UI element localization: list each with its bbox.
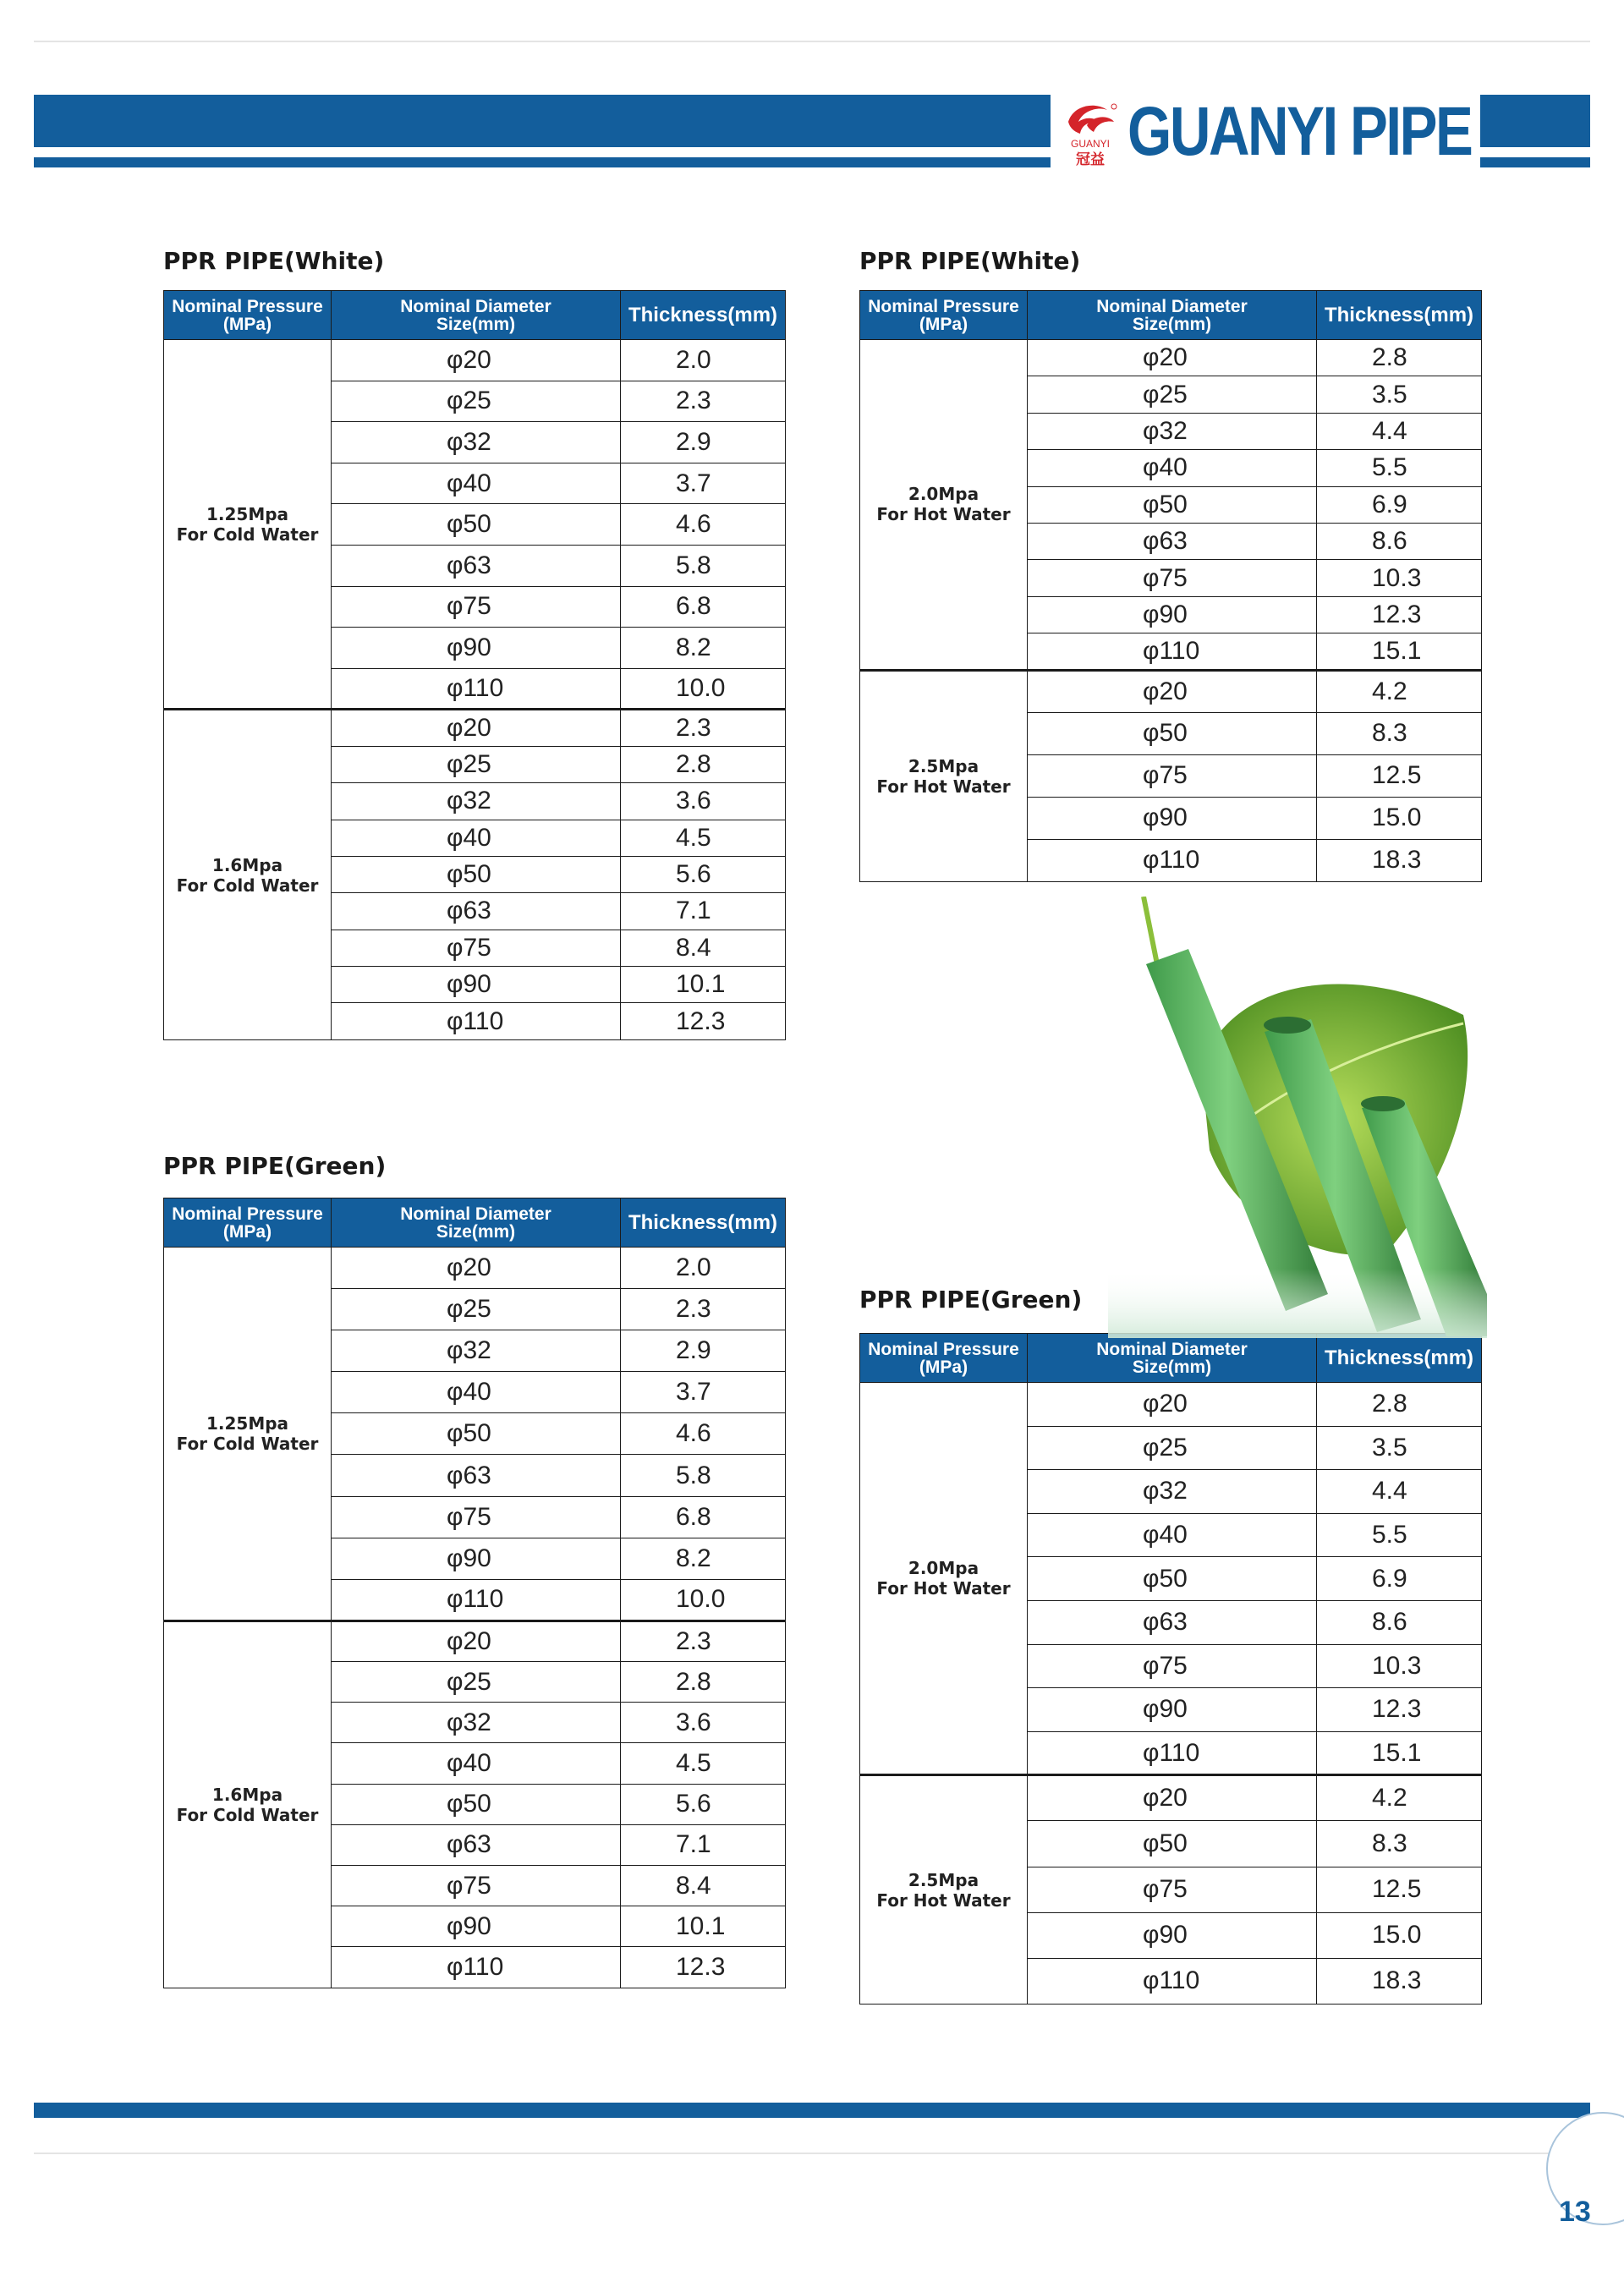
thickness-cell: 2.9 (621, 1330, 786, 1372)
thickness-cell: 15.0 (1317, 797, 1482, 839)
diameter-cell: φ50 (1028, 1557, 1317, 1601)
header-line: Nominal Diameter (1096, 1339, 1248, 1359)
thickness-cell: 8.6 (1317, 523, 1482, 559)
diameter-cell: φ110 (1028, 839, 1317, 881)
diameter-cell: φ75 (332, 1496, 621, 1538)
pressure-column-header (164, 291, 332, 340)
diameter-cell: φ75 (1028, 1644, 1317, 1688)
diameter-cell: φ32 (1028, 413, 1317, 449)
diameter-cell: φ63 (332, 893, 621, 930)
diameter-cell: φ40 (1028, 1513, 1317, 1557)
table-row (860, 1775, 1482, 1821)
diameter-column-header (332, 1198, 621, 1248)
thickness-cell: 5.8 (621, 1455, 786, 1496)
usage-label: For Cold Water (176, 524, 319, 545)
thickness-cell: 10.3 (1317, 560, 1482, 596)
thickness-cell: 3.6 (621, 1703, 786, 1743)
thickness-cell: 12.3 (621, 1003, 786, 1039)
usage-label: For Cold Water (176, 1433, 319, 1454)
diameter-cell: φ32 (332, 783, 621, 820)
svg-text:冠益: 冠益 (1076, 151, 1105, 167)
table-title: PPR PIPE(White) (859, 247, 1081, 275)
thickness-cell: 12.3 (1317, 1688, 1482, 1732)
diameter-cell: φ40 (332, 463, 621, 504)
diameter-cell: φ63 (332, 1455, 621, 1496)
diameter-cell: φ90 (1028, 797, 1317, 839)
diameter-cell: φ25 (332, 1289, 621, 1330)
pressure-value: 1.25Mpa (206, 1412, 289, 1434)
diameter-cell: φ20 (332, 340, 621, 381)
diameter-cell: φ20 (332, 1248, 621, 1289)
diameter-cell: φ110 (1028, 1958, 1317, 2004)
pressure-column-header (164, 1198, 332, 1248)
header-band-end (1480, 95, 1590, 147)
brand-logo (1062, 93, 1472, 171)
thickness-cell: 8.2 (621, 1538, 786, 1579)
diameter-cell: φ32 (332, 1330, 621, 1372)
table-header-row (164, 291, 786, 340)
table-header-row (860, 291, 1482, 340)
diameter-cell: φ50 (1028, 486, 1317, 523)
table-row (164, 1248, 786, 1289)
thickness-cell: 4.5 (621, 820, 786, 856)
thickness-cell: 15.1 (1317, 1731, 1482, 1775)
header-line: Nominal Pressure (868, 296, 1019, 316)
diameter-cell: φ63 (1028, 523, 1317, 559)
diameter-cell: φ20 (1028, 1383, 1317, 1427)
usage-label: For Hot Water (876, 1578, 1011, 1599)
table-title: PPR PIPE(White) (163, 247, 385, 275)
pressure-column-header (860, 291, 1028, 340)
thickness-cell: 4.2 (1317, 1775, 1482, 1821)
diameter-cell: φ32 (332, 422, 621, 463)
diameter-cell: φ75 (332, 1865, 621, 1906)
diameter-column-header (1028, 291, 1317, 340)
thickness-cell: 2.8 (621, 746, 786, 782)
pressure-rating-cell (164, 1248, 332, 1621)
diameter-cell: φ25 (332, 381, 621, 422)
thickness-cell: 10.1 (621, 967, 786, 1003)
diameter-cell: φ75 (1028, 560, 1317, 596)
diameter-cell: φ110 (1028, 1731, 1317, 1775)
header-line: (MPa) (222, 1221, 272, 1242)
header-band-stripe (34, 157, 1051, 167)
diameter-cell: φ110 (332, 1003, 621, 1039)
diameter-cell: φ50 (332, 856, 621, 892)
thickness-column-header: Thickness(mm) (1317, 291, 1482, 340)
header-band (34, 95, 1051, 147)
thickness-cell: 10.3 (1317, 1644, 1482, 1688)
thickness-cell: 12.5 (1317, 1867, 1482, 1912)
thickness-cell: 2.3 (621, 381, 786, 422)
brand-name: GUANYI PIPE (1127, 93, 1472, 170)
diameter-cell: φ110 (1028, 633, 1317, 670)
thickness-cell: 4.6 (621, 504, 786, 546)
header-line: Nominal Pressure (172, 1204, 323, 1224)
pressure-value: 2.5Mpa (908, 1869, 979, 1890)
thickness-cell: 7.1 (621, 1824, 786, 1865)
diameter-cell: φ25 (1028, 1426, 1317, 1470)
page-number: 13 (1559, 2196, 1591, 2228)
thickness-cell: 2.3 (621, 710, 786, 746)
thickness-cell: 2.3 (621, 1289, 786, 1330)
thickness-column-header: Thickness(mm) (1317, 1334, 1482, 1383)
table-header-row (164, 1198, 786, 1248)
green-pipes-image (1108, 897, 1487, 1338)
pressure-value: 2.5Mpa (908, 755, 979, 776)
thickness-cell: 3.5 (1317, 1426, 1482, 1470)
thickness-cell: 6.9 (1317, 1557, 1482, 1601)
thickness-cell: 8.3 (1317, 1821, 1482, 1867)
pressure-value: 1.25Mpa (206, 503, 289, 524)
thickness-cell: 12.3 (1317, 596, 1482, 633)
pressure-rating-cell (164, 1621, 332, 1988)
pressure-rating-cell (860, 340, 1028, 671)
diameter-cell: φ90 (332, 967, 621, 1003)
diameter-column-header (1028, 1334, 1317, 1383)
header-line: (MPa) (919, 1357, 968, 1377)
thickness-cell: 4.5 (621, 1743, 786, 1784)
diameter-cell: φ90 (332, 1906, 621, 1947)
table-row (860, 1383, 1482, 1427)
thickness-cell: 18.3 (1317, 839, 1482, 881)
thickness-cell: 8.6 (1317, 1600, 1482, 1644)
spec-table (859, 1333, 1482, 2005)
thickness-cell: 5.5 (1317, 450, 1482, 486)
diameter-cell: φ32 (1028, 1470, 1317, 1514)
diameter-cell: φ63 (1028, 1600, 1317, 1644)
header-line: Size(mm) (1132, 1357, 1212, 1377)
header-line: Nominal Diameter (400, 1204, 551, 1224)
header-line: Size(mm) (436, 1221, 516, 1242)
thickness-cell: 2.8 (621, 1662, 786, 1703)
header-line: Nominal Pressure (172, 296, 323, 316)
header-line: Nominal Pressure (868, 1339, 1019, 1359)
diameter-cell: φ90 (1028, 596, 1317, 633)
diameter-cell: φ90 (1028, 1688, 1317, 1732)
thickness-cell: 5.8 (621, 545, 786, 586)
thickness-cell: 6.8 (621, 586, 786, 628)
usage-label: For Cold Water (176, 1804, 319, 1825)
diameter-cell: φ75 (332, 930, 621, 966)
thickness-cell: 2.8 (1317, 340, 1482, 376)
diameter-cell: φ50 (332, 1413, 621, 1455)
footer-band (34, 2103, 1590, 2118)
diameter-cell: φ20 (1028, 1775, 1317, 1821)
thickness-cell: 3.7 (621, 463, 786, 504)
pressure-value: 2.0Mpa (908, 484, 979, 505)
diameter-cell: φ20 (332, 1621, 621, 1661)
spec-table (859, 290, 1482, 882)
diameter-cell: φ40 (332, 1743, 621, 1784)
thickness-cell: 2.8 (1317, 1383, 1482, 1427)
diameter-cell: φ75 (1028, 754, 1317, 797)
header-line: Size(mm) (1132, 314, 1212, 334)
table-title: PPR PIPE(Green) (163, 1152, 387, 1180)
diameter-cell: φ110 (332, 668, 621, 710)
header-line: (MPa) (919, 314, 968, 334)
thickness-cell: 8.4 (621, 1865, 786, 1906)
thickness-cell: 4.4 (1317, 1470, 1482, 1514)
diameter-cell: φ25 (1028, 376, 1317, 413)
thickness-cell: 6.8 (621, 1496, 786, 1538)
thickness-cell: 6.9 (1317, 486, 1482, 523)
pressure-value: 1.6Mpa (211, 1784, 283, 1805)
pressure-rating-cell (164, 710, 332, 1040)
pressure-value: 1.6Mpa (211, 854, 283, 875)
usage-label: For Hot Water (876, 776, 1011, 797)
svg-text:GUANYI: GUANYI (1070, 138, 1111, 150)
thickness-cell: 7.1 (621, 893, 786, 930)
header-line: (MPa) (222, 314, 272, 334)
pressure-value: 2.0Mpa (908, 1558, 979, 1579)
thickness-cell: 4.6 (621, 1413, 786, 1455)
diameter-cell: φ50 (1028, 1821, 1317, 1867)
table-title: PPR PIPE(Green) (859, 1286, 1083, 1313)
diameter-cell: φ63 (332, 1824, 621, 1865)
header-line: Nominal Diameter (1096, 296, 1248, 316)
diameter-cell: φ40 (332, 1372, 621, 1413)
diameter-cell: φ32 (332, 1703, 621, 1743)
thickness-cell: 18.3 (1317, 1958, 1482, 2004)
pressure-column-header (860, 1334, 1028, 1383)
thickness-cell: 12.5 (1317, 754, 1482, 797)
table-header-row (860, 1334, 1482, 1383)
usage-label: For Cold Water (176, 875, 319, 896)
diameter-cell: φ75 (332, 586, 621, 628)
top-divider (34, 41, 1590, 42)
diameter-cell: φ90 (332, 1538, 621, 1579)
thickness-cell: 2.3 (621, 1621, 786, 1661)
pressure-rating-cell (860, 1383, 1028, 1775)
table-row (164, 340, 786, 381)
thickness-cell: 8.2 (621, 628, 786, 669)
diameter-cell: φ20 (1028, 340, 1317, 376)
diameter-cell: φ90 (1028, 1912, 1317, 1958)
thickness-cell: 2.9 (621, 422, 786, 463)
header-line: Size(mm) (436, 314, 516, 334)
thickness-cell: 10.1 (621, 1906, 786, 1947)
thickness-column-header: Thickness(mm) (621, 291, 786, 340)
table-row (860, 670, 1482, 712)
thickness-cell: 3.7 (621, 1372, 786, 1413)
pressure-rating-cell (860, 1775, 1028, 2004)
thickness-cell: 4.4 (1317, 413, 1482, 449)
diameter-cell: φ40 (1028, 450, 1317, 486)
diameter-cell: φ25 (332, 1662, 621, 1703)
spec-table (163, 290, 786, 1040)
pressure-rating-cell (164, 340, 332, 710)
thickness-cell: 15.0 (1317, 1912, 1482, 1958)
diameter-cell: φ25 (332, 746, 621, 782)
diameter-column-header (332, 291, 621, 340)
spec-table (163, 1198, 786, 1988)
diameter-cell: φ50 (1028, 712, 1317, 754)
thickness-cell: 5.6 (621, 856, 786, 892)
usage-label: For Hot Water (876, 504, 1011, 525)
diameter-cell: φ40 (332, 820, 621, 856)
thickness-cell: 10.0 (621, 668, 786, 710)
table-row (164, 710, 786, 746)
guanyi-logo-icon (1062, 96, 1119, 167)
thickness-cell: 15.1 (1317, 633, 1482, 670)
thickness-cell: 12.3 (621, 1947, 786, 1988)
thickness-cell: 8.4 (621, 930, 786, 966)
diameter-cell: φ20 (1028, 670, 1317, 712)
table-row (860, 340, 1482, 376)
thickness-cell: 4.2 (1317, 670, 1482, 712)
thickness-column-header: Thickness(mm) (621, 1198, 786, 1248)
thickness-cell: 5.6 (621, 1784, 786, 1824)
pressure-rating-cell (860, 670, 1028, 881)
thickness-cell: 10.0 (621, 1579, 786, 1621)
thickness-cell: 3.6 (621, 783, 786, 820)
thickness-cell: 5.5 (1317, 1513, 1482, 1557)
diameter-cell: φ63 (332, 545, 621, 586)
diameter-cell: φ50 (332, 1784, 621, 1824)
bottom-divider (34, 2153, 1590, 2154)
thickness-cell: 2.0 (621, 1248, 786, 1289)
thickness-cell: 3.5 (1317, 376, 1482, 413)
header-band-end-stripe (1480, 157, 1590, 167)
diameter-cell: φ50 (332, 504, 621, 546)
diameter-cell: φ110 (332, 1579, 621, 1621)
table-row (164, 1621, 786, 1661)
diameter-cell: φ90 (332, 628, 621, 669)
diameter-cell: φ110 (332, 1947, 621, 1988)
thickness-cell: 8.3 (1317, 712, 1482, 754)
usage-label: For Hot Water (876, 1889, 1011, 1911)
diameter-cell: φ75 (1028, 1867, 1317, 1912)
diameter-cell: φ20 (332, 710, 621, 746)
thickness-cell: 2.0 (621, 340, 786, 381)
header-line: Nominal Diameter (400, 296, 551, 316)
